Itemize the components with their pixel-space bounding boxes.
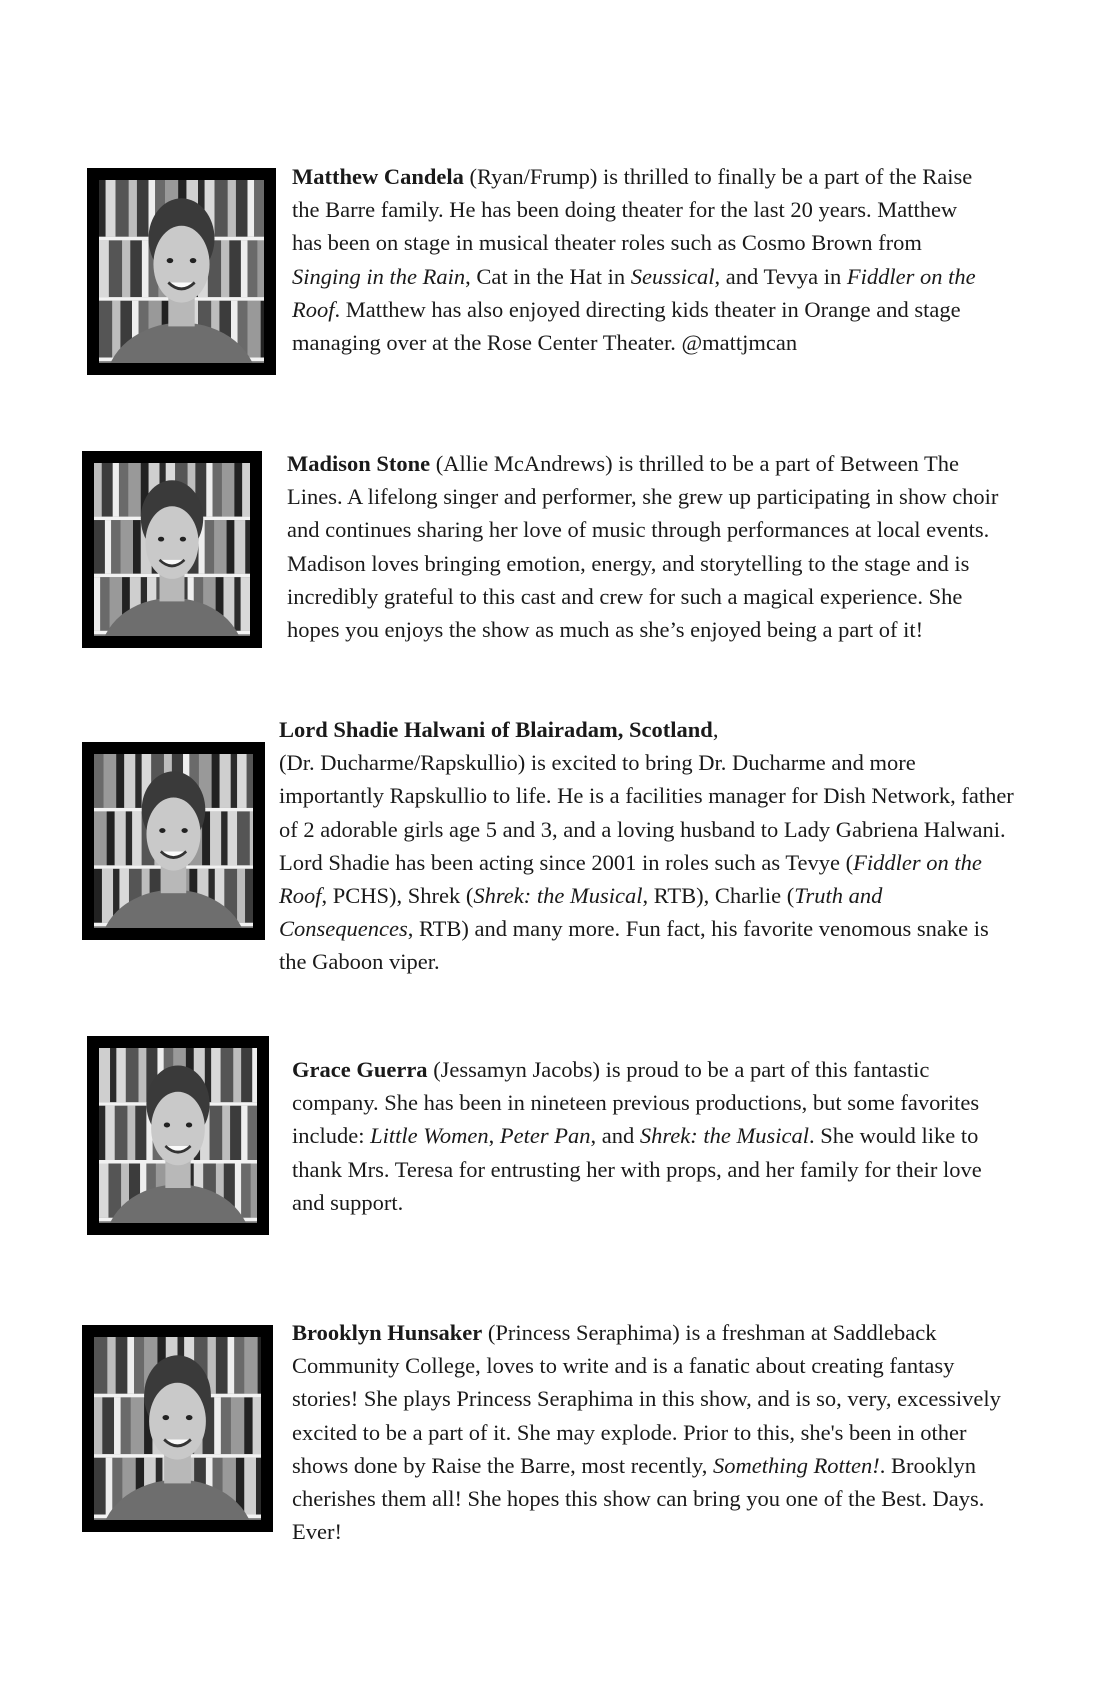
performer-name: Brooklyn Hunsaker [292, 1320, 483, 1345]
headshot-icon [94, 463, 250, 636]
show-title: Little Women [370, 1123, 489, 1149]
bio-text [292, 160, 992, 359]
bio-text-segment: , [488, 1123, 500, 1149]
headshot-photo [87, 1036, 269, 1235]
headshot-icon [94, 1337, 261, 1520]
performer-name: Grace Guerra [292, 1057, 428, 1082]
bio-text-segment: (Allie McAndrews) is thrilled to be a part of Between The Lines. A lifelong singer and performer, she grew up participating in show choir and continues sharing her love of music through performances at local events. Madison loves bringing emotion, energy, and storytelling to the stage and is incredibly grateful to this cast and crew for such a magical experience. She hopes you enjoys the show as much as she’s enjoyed being a part of it! [287, 451, 999, 643]
bio-text [279, 713, 1019, 979]
show-title: Singing in the Rain [292, 263, 466, 289]
show-title: Seussical [630, 263, 715, 289]
bio-text-segment: . She would like to thank Mrs. Teresa for entrusting her with props, and her family for their love and support. [292, 1123, 982, 1215]
headshot-photo [82, 451, 262, 648]
headshot-photo [82, 1325, 273, 1532]
show-title: Truth and Consequences [279, 883, 883, 942]
bio-text-segment: (Ryan/Frump) is thrilled to finally be a part of the Raise the Barre family. He has been doing theater for the last 20 years. Matthew has been on stage in musical theater roles such as Cosmo Brown from [292, 164, 973, 256]
performer-name: Madison Stone [287, 451, 431, 476]
headshot-icon [99, 180, 264, 363]
bio-text [287, 447, 1017, 646]
bio-text-segment: , RTB) and many more. Fun fact, his favorite venomous snake is the Gaboon viper. [279, 916, 989, 975]
performer-name: Matthew Candela [292, 164, 464, 189]
bio-text-segment: , and Tevya in [714, 263, 847, 289]
bio-text-segment: . Brooklyn cherishes them all! She hopes this show can bring you one of the Best. Days. Ever! [292, 1452, 985, 1545]
bio-text-segment: , (Dr. Ducharme/Rapskullio) is excited to bring Dr. Ducharme and more importantly Rapskullio to life. He is a facilities manager for Dish Network, father of 2 adorable girls age 5 and 3, and a loving husband to Lady Gabriena Halwani. Lord Shadie has been acting since 2001 in roles such as Tevye ( [279, 717, 1014, 875]
show-title: Fiddler on the Roof [279, 849, 982, 909]
bio-text-segment: . Matthew has also enjoyed directing kids theater in Orange and stage managing over at the Rose Center Theater. @mattjmcan [292, 296, 961, 356]
show-title: Shrek: the Musical [639, 1123, 809, 1149]
headshot-photo [82, 742, 265, 940]
bio-text-segment: , Cat in the Hat in [465, 263, 631, 289]
show-title: Fiddler on the Roof [292, 263, 976, 322]
show-title: Peter Pan [499, 1123, 591, 1149]
bio-text-segment: (Princess Seraphima) is a freshman at Saddleback Community College, loves to write and is a fanatic about creating fantasy stories! She plays Princess Seraphima in this show, and is so, very, excessively excited to be a part of it. She may explode. Prior to this, she's been in other shows done by Raise the Barre, most recently, [292, 1320, 1001, 1478]
bio-text-segment: , PCHS), Shrek ( [321, 883, 474, 909]
show-title: Something Rotten! [712, 1452, 880, 1478]
headshot-photo [87, 168, 276, 375]
bio-text-segment: , and [590, 1123, 640, 1149]
headshot-icon [94, 754, 253, 928]
bio-text [292, 1316, 1017, 1548]
bio-text-segment: , RTB), Charlie ( [642, 883, 795, 909]
show-title: Shrek: the Musical [473, 883, 643, 909]
performer-name: Lord Shadie Halwani of Blairadam, Scotland [279, 717, 713, 742]
headshot-icon [99, 1048, 257, 1223]
bio-text [292, 1053, 1007, 1219]
bio-text-segment: (Jessamyn Jacobs) is proud to be a part of this fantastic company. She has been in nineteen previous productions, but some favorites include: [292, 1057, 980, 1149]
